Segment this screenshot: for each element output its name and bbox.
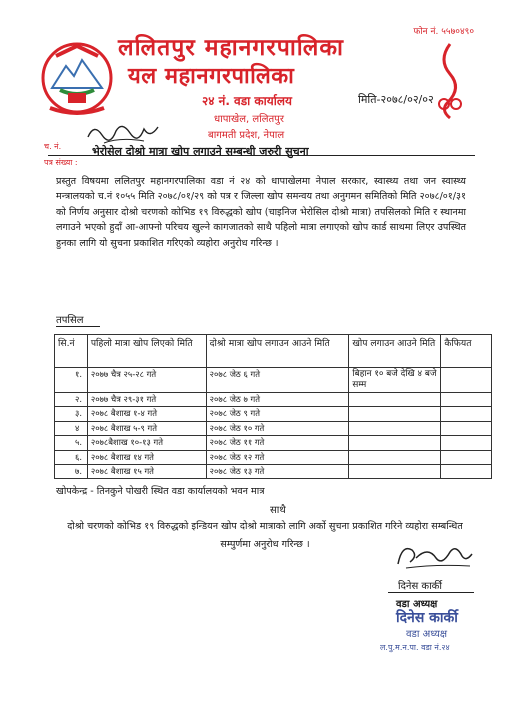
table-header-cell: खोप लगाउन आउने मिति [349,335,441,368]
table-cell [441,421,492,435]
table-cell [441,368,492,393]
signatory-name: दिनेस कार्की [398,581,442,592]
table-cell: २०७७ चैत्र २५-२८ गते [87,368,206,393]
table-header-cell: कैफियत [441,335,492,368]
table-cell: २०७८ बैशाख ५-९ गते [87,421,206,435]
stamp-address: ल.पु.म.न.पा. वडा नं.२४ [380,643,450,652]
tapsil-label: तपसिल [56,315,84,326]
municipality-name-newari: यल महानगरपालिका [128,64,295,89]
vaccination-venue: खोपकेन्द्र - तिनकुने पोखरी स्थित वडा कार्यालयको भवन मात्र [56,486,265,497]
table-header-cell: सि.नं [55,335,88,368]
table-cell [349,407,441,421]
stamp-name: दिनेस कार्की [396,610,458,626]
vaccination-schedule-table [54,334,492,479]
table-cell [441,407,492,421]
handwritten-signature [392,536,476,574]
municipality-name-nepali: ललितपुर महानगरपालिका [118,35,344,61]
letter-date: मिति-२०७८/०२/०२ [358,93,434,106]
table-header-cell: दोश्रो मात्रा खोप लगाउन आउने मिति [206,335,349,368]
table-row [55,407,492,421]
table-cell: २०७८ जेठ ९ गते [206,407,349,421]
table-cell: २०७८बैशाख १०-१३ गते [87,436,206,450]
saathai-label: साथै [270,505,286,516]
tapsil-underline [56,326,100,327]
phone-number: फोन नं. ५५७०४९० [413,27,474,37]
table-cell [441,450,492,464]
table-cell: २०७८ जेठ १३ गते [206,464,349,478]
table-cell: २०७८ बैशाख १४ गते [87,450,206,464]
logo-flourish-icon [432,40,468,120]
table-row [55,436,492,450]
table-cell: ७. [55,464,88,478]
second-notice-paragraph: दोश्रो चरणको कोभिड १९ विरुद्धको इन्डियन खोप दोश्रो मात्राको लागि अर्को सुचना प्रकाशित गरिने व्यहोरा सम्बन्धित सम्पुर्णमा अनुरोध गरिन्छ । [67,521,463,550]
table-cell: २०७८ जेठ ६ गते [206,368,349,393]
table-header-row [55,335,492,368]
table-cell: २०७८ जेठ ७ गते [206,393,349,407]
table-cell [441,393,492,407]
table-cell: ३. [55,407,88,421]
table-cell [349,393,441,407]
signature-divider [388,592,474,593]
signatory-title: वडा अध्यक्ष [396,599,438,610]
table-row [55,421,492,435]
table-cell: २०७८ जेठ १२ गते [206,450,349,464]
table-cell: २०७७ चैत्र २९-३१ गते [87,393,206,407]
stamp-title: वडा अध्यक्ष [406,629,448,640]
table-row [55,464,492,478]
table-cell: २०७८ बैशाख १-४ गते [87,407,206,421]
table-cell [349,436,441,450]
table-cell [349,450,441,464]
table-cell [441,436,492,450]
cha-number-label: च. नं. [44,142,62,151]
table-cell: २. [55,393,88,407]
table-cell: २०७८ जेठ १० गते [206,421,349,435]
table-cell: ४ [55,421,88,435]
table-cell: २०७८ जेठ ११ गते [206,436,349,450]
subject-line: भेरोसेल दोश्रो मात्रा खोप लगाउने सम्बन्धी जरुरी सुचना [92,145,309,158]
address-line-1: धापाखेल, ललितपुर [214,114,284,125]
table-cell [349,421,441,435]
patra-sankhya-label: पत्र संख्या : [44,158,78,167]
table-cell: बिहान १० बजे देखि ४ बजे सम्म [349,368,441,393]
table-cell [349,464,441,478]
table-cell [441,464,492,478]
ward-office-name: २४ नं. वडा कार्यालय [202,94,292,108]
body-paragraph: प्रस्तुत विषयमा ललितपुर महानगरपालिका वडा नं २४ को धापाखेलमा नेपाल सरकार, स्वास्थ्य तथा जन स्वास्थ्य मन्त्रालयको च.नं १०५५ मिति २०७८/०१/२९ को पत्र र जिल्ला खोप समन्वय तथा अनुगमन समितिको मिति २०७८/०१/३१ को निर्णय अनुसार दोश्रो चरणको कोभिड १९ विरुद्धको खोप (चाइनिज भेरोसिल दोश्रो मात्रा) तपसिलको मिति र स्थानमा लगाउने भएको हुदाँ आ-आफ्नो परिचय खुल्ने कागजातको साथै पहिलो मात्रा लगाएको खोप कार्ड साथमा लिएर उपस्थित हुनका लागि यो सुचना प्रकाशित गरिएको व्यहोरा अनुरोध गरिन्छ । [56,176,466,249]
table-header-cell: पहिलो मात्रा खोप लिएको मिति [87,335,206,368]
table-row [55,368,492,393]
table-row [55,393,492,407]
table-cell: ५. [55,436,88,450]
nepal-emblem-icon [40,38,114,118]
table-cell: १. [55,368,88,393]
table-row [55,450,492,464]
table-cell: ६. [55,450,88,464]
table-cell: २०७८ बैशाख १५ गते [87,464,206,478]
address-line-2: बागमती प्रदेश, नेपाल [208,130,285,141]
